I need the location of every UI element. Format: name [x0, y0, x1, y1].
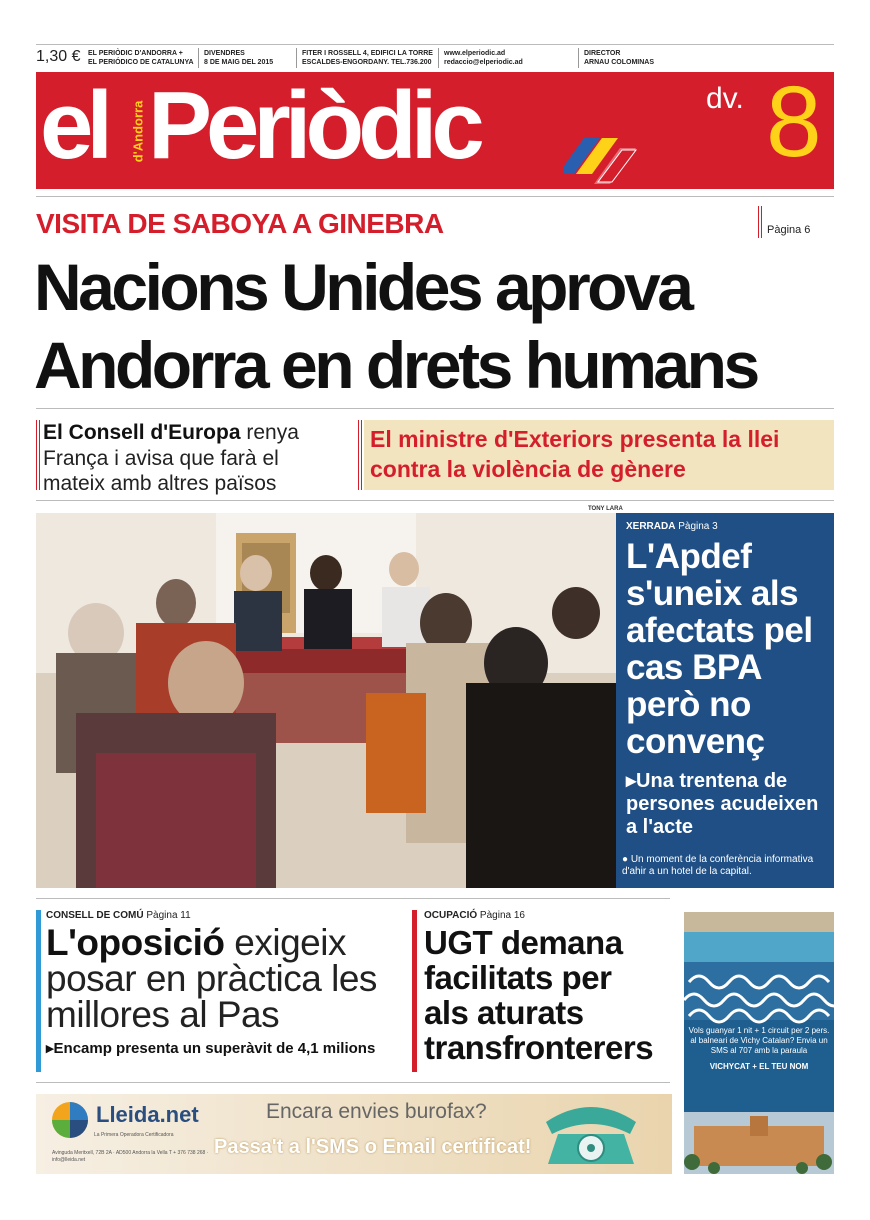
date-line: 8 DE MAIG DEL 2015: [204, 58, 274, 66]
globe-logo-icon: [50, 1100, 90, 1140]
logo-el: el: [40, 72, 107, 179]
feature-kicker: [626, 521, 824, 532]
feature-box[interactable]: [616, 513, 834, 888]
feature-kicker-bold: XERRADA: [626, 521, 676, 532]
story1-sub: ▸Encamp presenta un superàvit de 4,1 milions: [46, 1040, 376, 1057]
accent-bar: [36, 420, 40, 490]
secondary-story-left[interactable]: [43, 420, 343, 497]
divider: [198, 48, 199, 68]
story1-page-ref: Pàgina 11: [143, 910, 191, 921]
photo-caption: ● Un moment de la conferència informativa d'ahir a un hotel de la capital.: [622, 854, 814, 877]
story1-title-bold: L'oposició: [46, 922, 225, 963]
feature-page-ref: Pàgina 3: [675, 521, 718, 532]
website-link[interactable]: www.elperiodic.ad: [444, 50, 506, 57]
logo-andorra: [128, 86, 148, 182]
divider: [36, 898, 670, 899]
accent-bar: [412, 910, 417, 1072]
ad-cta: Passa't a l'SMS o Email certificat!: [214, 1136, 532, 1158]
secondary-left-bold: El Consell d'Europa: [43, 421, 241, 444]
top-rule: [36, 44, 834, 45]
ad-brand-tagline: La Primera Operadora Certificadora: [94, 1132, 174, 1138]
story2-title: UGT demana facilitats per als aturats transfronterers: [424, 924, 654, 1066]
feature-subtitle: ▸Una trentena de persones acudeixen a l'acte: [626, 770, 819, 838]
day-number: 8: [766, 72, 822, 178]
lead-headline[interactable]: [34, 248, 854, 404]
ad-vichy-keyword: VICHYCAT + EL TEU NOM: [709, 1062, 809, 1071]
divider: [296, 48, 297, 68]
divider: [36, 408, 834, 409]
divider: [36, 500, 834, 501]
accent-bar: [36, 910, 41, 1072]
divider: [36, 1082, 670, 1083]
ad-address: Avinguda Meritxell, 72B 2A · AD500 Andorra la Vella T + 376 738 268 · info@lleida.net: [52, 1150, 209, 1163]
price: 1,30 €: [36, 48, 81, 65]
divider: [578, 48, 579, 68]
telephone-icon: [536, 1100, 646, 1170]
secondary-story-right[interactable]: El ministre d'Exteriors presenta la llei contra la violència de gènere: [364, 420, 834, 490]
story2-page-ref: Pàgina 16: [477, 910, 525, 921]
flag-stripes-icon: [564, 118, 644, 188]
director-name: ARNAU COLOMINAS: [584, 58, 654, 66]
ad-vichy-catalan[interactable]: [684, 912, 834, 1174]
edition-info: [88, 50, 194, 67]
story1-title: [46, 922, 402, 1035]
address-info: [302, 50, 433, 67]
day-abbrev: dv.: [706, 82, 744, 115]
ad-vichy-text: Vols guanyar 1 nit + 1 circuit per 2 pers. al balneari de Vichy Catalan? Envia un SMS al 707 amb la paraula: [688, 1026, 830, 1055]
story-ocupacio[interactable]: [424, 910, 664, 1065]
secondary-left-text: renya França i avisa que farà el mateix amb altres països: [43, 421, 299, 495]
address-line: ESCALDES-ENGORDANY. TEL.736.200: [302, 58, 432, 66]
ad-lleida-net[interactable]: [36, 1094, 672, 1174]
lead-photo[interactable]: [36, 513, 616, 888]
date-line: DIVENDRES: [204, 50, 245, 57]
logo-andorra-text: d'Andorra: [130, 100, 146, 163]
edition-line: EL PERIÓDICO DE CATALUNYA: [88, 58, 194, 66]
ad-headline: Encara envies burofax?: [266, 1100, 487, 1123]
date-info: [204, 50, 273, 67]
accent-bar: [358, 420, 362, 490]
director-info: [584, 50, 654, 67]
address-line: FITER I ROSSELL 4, EDIFICI LA TORRE: [302, 50, 433, 57]
director-label: DIRECTOR: [584, 50, 621, 57]
story2-kicker: [424, 910, 664, 921]
feature-title: L'Apdef s'uneix als afectats pel cas BPA però no convenç: [626, 537, 813, 761]
divider: [438, 48, 439, 68]
story1-kicker: [46, 910, 402, 921]
story1-title-rest: exigeix posar en pràctica les millores al Pas: [46, 922, 377, 1035]
edition-line: EL PERIÒDIC D'ANDORRA +: [88, 50, 183, 57]
headline-line: Nacions Unides aprova: [34, 250, 691, 324]
web-info: [444, 50, 523, 67]
pageref-bar: [758, 206, 762, 238]
story1-kicker-bold: CONSELL DE COMÚ: [46, 910, 144, 921]
divider: [36, 196, 834, 197]
lead-kicker: VISITA DE SABOYA A GINEBRA: [36, 208, 444, 239]
lead-page-ref[interactable]: Pàgina 6: [767, 224, 811, 236]
ad-brand: Lleida.net: [96, 1102, 199, 1127]
story2-kicker-bold: OCUPACIÓ: [424, 910, 478, 921]
photo-credit: TONY LARA: [588, 506, 623, 512]
logo-periodic: Periòdic: [148, 72, 479, 179]
email-link[interactable]: redaccio@elperiodic.ad: [444, 58, 523, 66]
masthead: [36, 72, 834, 189]
headline-line: Andorra en drets humans: [34, 328, 757, 402]
story-consell-comu[interactable]: [46, 910, 402, 1057]
